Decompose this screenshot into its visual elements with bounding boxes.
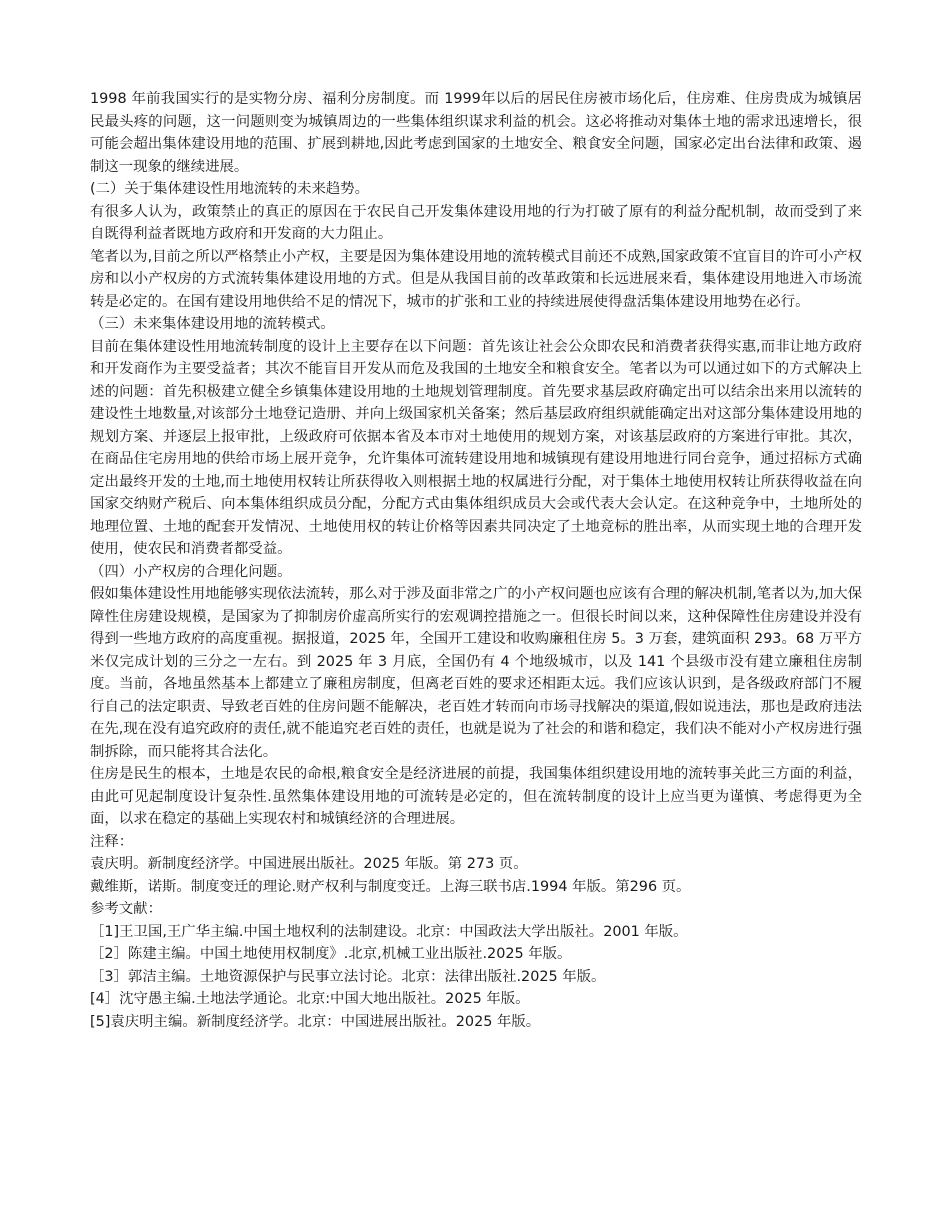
section-heading: (二）关于集体建设性用地流转的未来趋势。	[90, 181, 370, 197]
reference-item: ［3］郭洁主编。土地资源保护与民事立法讨论。北京：法律出版社.2025 年版。	[90, 968, 606, 985]
paragraph: 笔者以为,目前之所以严格禁止小产权，主要是因为集体建设用地的流转模式目前还不成熟,国家政策不宜盲目的许可小产权房和以小产权房的方式流转集体建设用地的方式。但是从我国目前的改革政策和长远进展来看，集体建设用地进入市场流转是必定的。在国有建设用地供给不足的情况下，城市的扩张和工业的持续进展使得盘活集体建设用地势在必行。	[90, 248, 862, 310]
notes-label: 注释：	[90, 833, 134, 850]
reference-item: [4］沈守愚主编.土地法学通论。北京:中国大地出版社。2025 年版。	[90, 991, 530, 1007]
paragraph: 假如集体建设性用地能够实现依法流转，那么对于涉及面非常之广的小产权问题也应该有合理的解决机制,笔者以为,加大保障性住房建设规模，是国家为了抑制房价虚高所实行的宏观调控措施之一。但很长时间以来，这种保障性住房建设并没有得到一些地方政府的高度重视。据报道，2025 年，全国开工建设和收购廉租住房 5。3 万套，建筑面积 293。68 万平方米仅完成计划的三分之一左右。到 2025 年 3 月底，全国仍有 4 个地级城市，以及 141 个县级市没有建立廉租住房制度。当前，各地虽然基本上都建立了廉租房制度，但离老百姓的要求还相距太远。我们应该认识到，是各级政府部门不履行自己的法定职责、导致老百姓的住房问题不能解决，老百姓才转而向市场寻找解决的渠道,假如说违法，那也是政府违法在先,现在没有追究政府的责任,就不能追究老百姓的责任，也就是说为了社会的和谐和稳定，我们决不能对小产权房进行强制拆除，而只能将其合法化。	[90, 586, 862, 760]
note-item: 戴维斯，诺斯。制度变迁的理论.财产权利与制度变迁。上海三联书店.1994 年版。第296 页。	[90, 878, 691, 895]
document-body	[90, 88, 862, 1033]
section-heading: （四）小产权房的合理化问题。	[90, 563, 292, 580]
reference-item: ［1]王卫国,王广华主编.中国土地权利的法制建设。北京：中国政法大学出版社。2001 年版。	[90, 923, 688, 940]
paragraph: 有很多人认为，政策禁止的真正的原因在于农民自己开发集体建设用地的行为打破了原有的利益分配机制，故而受到了来自既得利益者既地方政府和开发商的大力阻止。	[90, 203, 862, 242]
paragraph: 住房是民生的根本，土地是农民的命根,粮食安全是经济进展的前提，我国集体组织建设用地的流转事关此三方面的利益，由此可见起制度设计复杂性.虽然集体建设用地的可流转是必定的，但在流转制度的设计上应当更为谨慎、考虑得更为全面，以求在稳定的基础上实现农村和城镇经济的合理进展。	[90, 766, 862, 827]
references-label: 参考文献：	[90, 901, 162, 917]
paragraph: 1998 年前我国实行的是实物分房、福利分房制度。而 1999年以后的居民住房被市场化后，住房难、住房贵成为城镇居民最头疼的问题，这一问题则变为城镇周边的一些集体组织谋求利益的机会。这必将推动对集体土地的需求迅速增长，很可能会超出集体建设用地的范围、扩展到耕地,因此考虑到国家的土地安全、粮食安全问题，国家必定出台法律和政策、遏制这一现象的继续进展。	[90, 91, 862, 175]
paragraph: 目前在集体建设性用地流转制度的设计上主要存在以下问题：首先该让社会公众即农民和消费者获得实惠,而非让地方政府和开发商作为主要受益者；其次不能盲目开发从而危及我国的土地安全和粮食安全。笔者以为可以通过如下的方式解决上述的问题：首先积极建立健全乡镇集体建设用地的土地规划管理制度。首先要求基层政府确定出可以结余出来用以流转的建设性土地数量,对该部分土地登记造册、并向上级国家机关备案；然后基层政府组织就能确定出对这部分集体建设用地的规划方案、并逐层上报审批，上级政府可依据本省及本市对土地使用的规划方案，对该基层政府的方案进行审批。其次，在商品住宅房用地的供给市场上展开竞争，允许集体可流转建设用地和城镇现有建设用地进行同台竞争，通过招标方式确定出最终开发的土地,而土地使用权转让所获得收入则根据土地的权属进行分配，对于集体土地使用权转让所获得收益在向国家交纳财产税后、向本集体组织成员分配，分配方式由集体组织成员大会或代表大会认定。在这种竞争中，土地所处的地理位置、土地的配套开发情况、土地使用权的转让价格等因素共同决定了土地竞标的胜出率，从而实现土地的合理开发使用，使农民和消费者都受益。	[90, 338, 862, 557]
note-item: 袁庆明。新制度经济学。中国进展出版社。2025 年版。第 273 页。	[90, 856, 528, 872]
section-heading: （三）未来集体建设用地的流转模式。	[90, 316, 335, 332]
reference-item: ［2］陈建主编。中国土地使用权制度》.北京,机械工业出版社.2025 年版。	[90, 946, 572, 962]
reference-item: [5]袁庆明主编。新制度经济学。北京：中国进展出版社。2025 年版。	[90, 1013, 541, 1030]
